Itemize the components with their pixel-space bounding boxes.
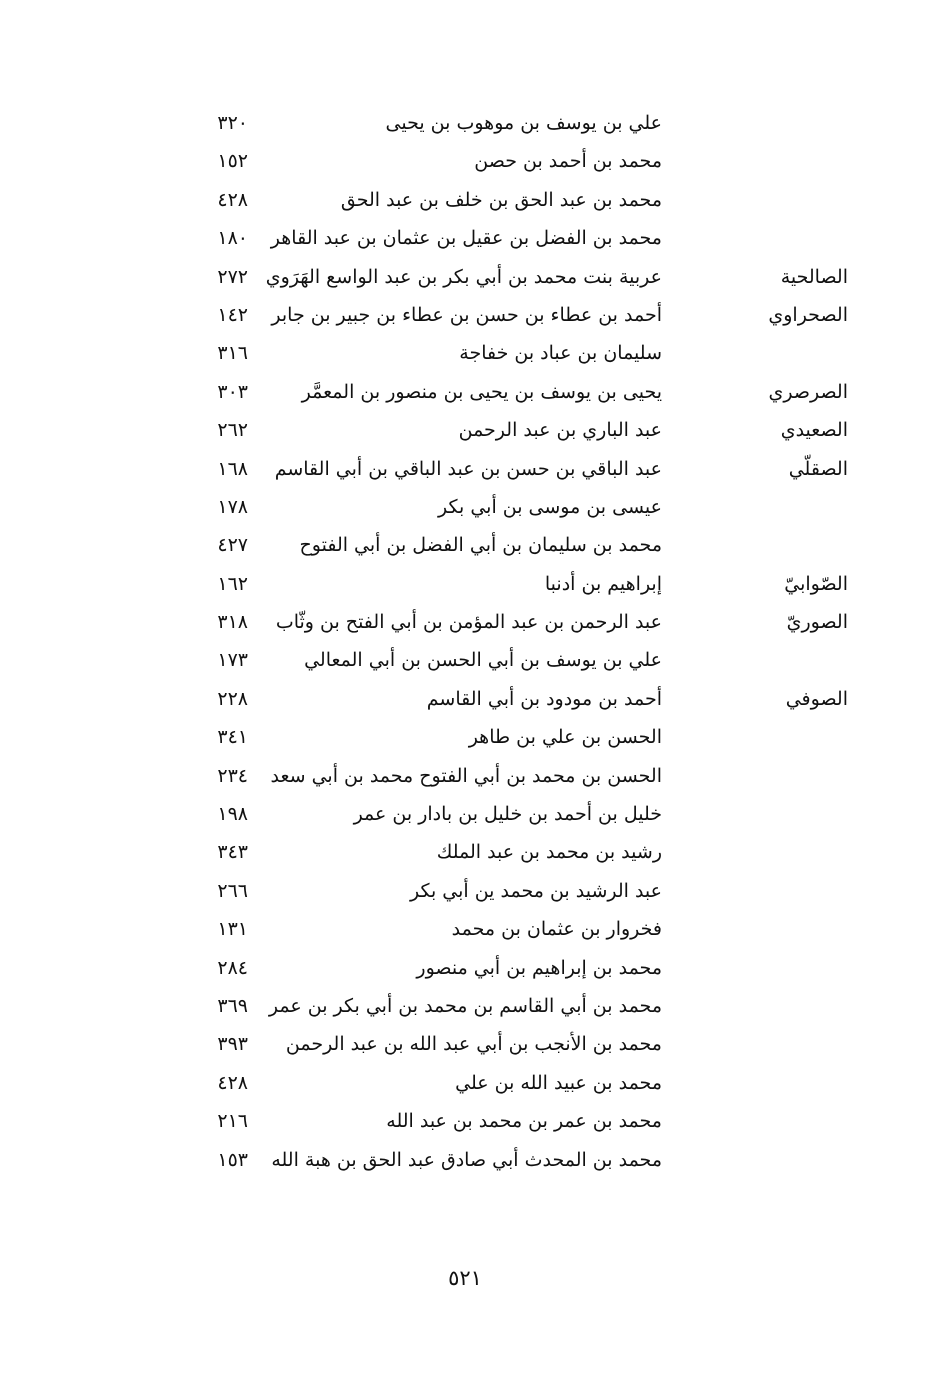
entry-page: ٢٢٨ xyxy=(217,687,248,710)
entry-page: ١٤٢ xyxy=(217,303,248,326)
entry-page: ٣٩٣ xyxy=(217,1033,248,1056)
entry-category: الصعيدي xyxy=(780,419,848,442)
entry-name: فخروار بن عثمان بن محمد xyxy=(451,918,662,941)
entry-page: ١٥٣ xyxy=(217,1148,248,1171)
entry-name: محمد بن سليمان بن أبي الفضل بن أبي الفتوح xyxy=(299,534,662,557)
entry-name: عبد الباري بن عبد الرحمن xyxy=(458,419,662,442)
index-entry xyxy=(0,722,930,760)
entry-page: ١٩٨ xyxy=(217,803,248,826)
index-entry xyxy=(0,223,930,261)
entry-page: ٣٦٩ xyxy=(217,994,248,1017)
index-entry xyxy=(0,1029,930,1067)
entry-page: ٣٠٣ xyxy=(217,380,248,403)
entry-name: محمد بن عبد الحق بن خلف بن عبد الحق xyxy=(340,188,662,211)
entry-page: ١٦٨ xyxy=(217,457,248,480)
entry-page: ٢٦٦ xyxy=(217,879,248,902)
entry-name: علي بن يوسف بن أبي الحسن بن أبي المعالي xyxy=(304,649,662,672)
entry-page: ٢٦٢ xyxy=(217,419,248,442)
entry-page: ٣٤١ xyxy=(217,726,248,749)
entry-page: ٢٨٤ xyxy=(217,956,248,979)
entry-page: ٢١٦ xyxy=(217,1110,248,1133)
index-entry xyxy=(0,530,930,568)
entry-page: ١٧٣ xyxy=(217,649,248,672)
entry-page: ٣١٨ xyxy=(217,611,248,634)
entry-category: الصّوابيّ xyxy=(784,572,848,595)
entry-name: محمد بن عبيد الله بن علي xyxy=(455,1071,662,1094)
entry-category: الصرصري xyxy=(768,380,848,403)
index-entry xyxy=(0,953,930,991)
index-entry xyxy=(0,108,930,146)
entry-page: ١٨٠ xyxy=(217,227,248,250)
index-entry xyxy=(0,1106,930,1144)
index-entry xyxy=(0,761,930,799)
entry-name: محمد بن إبراهيم بن أبي منصور xyxy=(416,956,662,979)
entry-category: الصالحية xyxy=(780,265,848,288)
index-entry xyxy=(0,1145,930,1183)
entry-page: ١٧٨ xyxy=(217,495,248,518)
index-entry xyxy=(0,415,930,453)
index-entry xyxy=(0,377,930,415)
entry-name: عبد الرشيد بن محمد ين أبي بكر xyxy=(409,879,662,902)
entry-name: عيسى بن موسى بن أبي بكر xyxy=(438,495,662,518)
entry-page: ١٥٢ xyxy=(217,150,248,173)
entry-name: أحمد بن عطاء بن حسن بن عطاء بن جبير بن جابر xyxy=(271,303,662,326)
entry-name: خليل بن أحمد بن خليل بن بادار بن عمر xyxy=(353,803,662,826)
entry-name: عبد الباقي بن حسن بن عبد الباقي بن أبي القاسم xyxy=(274,457,662,480)
entry-category: الصوريّ xyxy=(786,611,848,634)
entry-name: علي بن يوسف بن موهوب بن يحيى xyxy=(385,112,662,134)
index-entry xyxy=(0,684,930,722)
entry-name: محمد بن عمر بن محمد بن عبد الله xyxy=(386,1110,662,1133)
index-entry xyxy=(0,876,930,914)
index-list xyxy=(0,108,930,1183)
entry-page: ٣٢٠ xyxy=(217,112,248,134)
entry-name: عبد الرحمن بن عبد المؤمن بن أبي الفتح بن وثّاب xyxy=(275,611,662,634)
entry-page: ٤٢٧ xyxy=(217,534,248,557)
entry-name: محمد بن أبي القاسم بن محمد بن أبي بكر بن عمر xyxy=(268,994,662,1017)
entry-name: يحيى بن يوسف بن يحيى بن منصور بن المعمَّر xyxy=(301,380,662,403)
entry-category: الصقلّي xyxy=(788,457,848,480)
entry-name: محمد بن الأنجب بن أبي عبد الله بن عبد الرحمن xyxy=(285,1033,662,1056)
index-entry xyxy=(0,799,930,837)
index-entry xyxy=(0,338,930,376)
index-entry xyxy=(0,454,930,492)
entry-name: إبراهيم بن أدنبا xyxy=(544,572,662,595)
entry-page: ٤٢٨ xyxy=(217,188,248,211)
entry-name: الحسن بن محمد بن أبي الفتوح محمد بن أبي سعد xyxy=(270,764,662,787)
entry-name: رشيد بن محمد بن عبد الملك xyxy=(436,841,662,864)
index-entry xyxy=(0,569,930,607)
entry-name: محمد بن أحمد بن حصن xyxy=(474,150,662,173)
entry-page: ١٦٢ xyxy=(217,572,248,595)
index-entry xyxy=(0,492,930,530)
entry-name: أحمد بن مودود بن أبي القاسم xyxy=(426,687,662,710)
entry-name: سليمان بن عباد بن خفاجة xyxy=(459,342,662,365)
entry-page: ٢٧٢ xyxy=(217,265,248,288)
index-entry xyxy=(0,262,930,300)
entry-category: الصوفي xyxy=(785,687,848,710)
index-entry xyxy=(0,185,930,223)
index-entry xyxy=(0,991,930,1029)
entry-page: ٤٢٨ xyxy=(217,1071,248,1094)
entry-name: الحسن بن علي بن طاهر xyxy=(468,726,662,749)
index-entry xyxy=(0,146,930,184)
entry-page: ٣٤٣ xyxy=(217,841,248,864)
index-entry xyxy=(0,645,930,683)
entry-category: الصحراوي xyxy=(768,303,848,326)
entry-name: محمد بن الفضل بن عقيل بن عثمان بن عبد القاهر xyxy=(270,227,662,250)
entry-page: ٣١٦ xyxy=(217,342,248,365)
index-entry xyxy=(0,837,930,875)
entry-page: ١٣١ xyxy=(217,918,248,941)
entry-page: ٢٣٤ xyxy=(217,764,248,787)
page-number: ٥٢١ xyxy=(448,1266,482,1290)
entry-name: محمد بن المحدث أبي صادق عبد الحق بن هبة الله xyxy=(271,1148,662,1171)
index-entry xyxy=(0,1068,930,1106)
index-entry xyxy=(0,300,930,338)
entry-name: عربية بنت محمد بن أبي بكر بن عبد الواسع الهَرَوي xyxy=(265,265,662,288)
index-entry xyxy=(0,607,930,645)
index-entry xyxy=(0,914,930,952)
